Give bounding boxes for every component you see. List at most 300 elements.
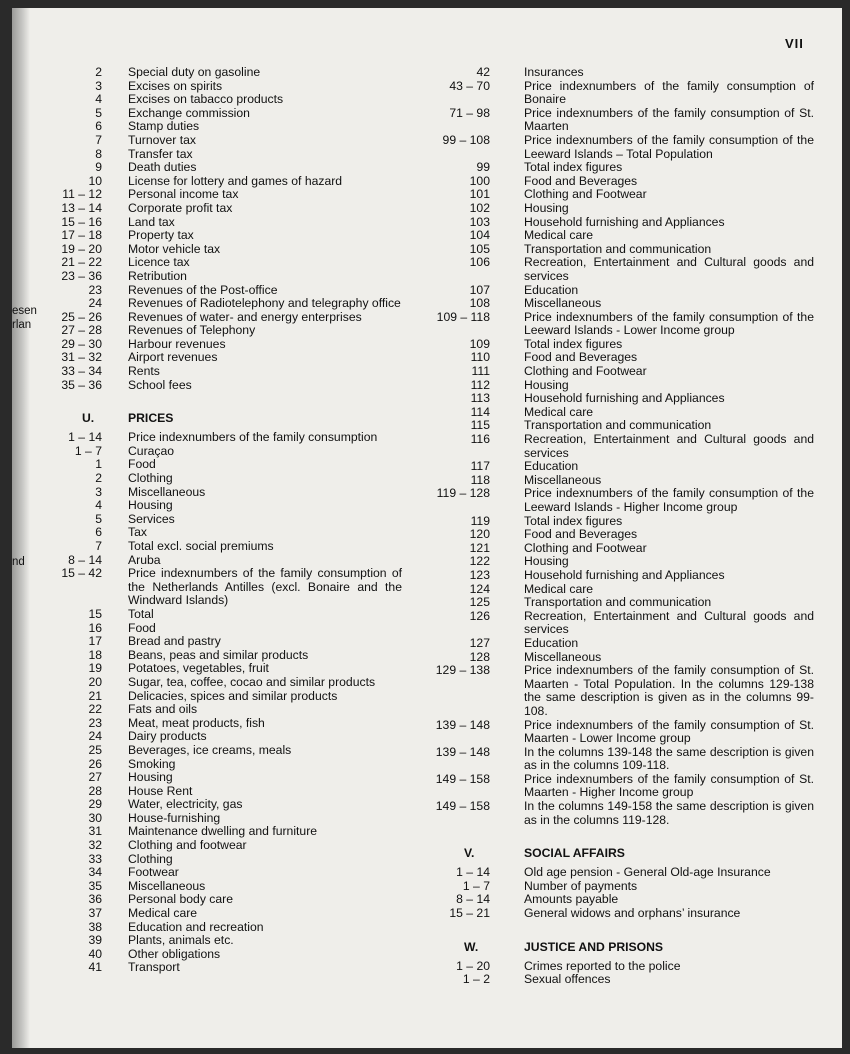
item-description: Food and Beverages bbox=[524, 350, 638, 365]
list-item bbox=[404, 311, 814, 338]
item-description: In the columns 149-158 the same description is given as in the columns 119-128. bbox=[524, 799, 814, 827]
item-description: Price indexnumbers of the family consumption of St. Maarten - Higher Income group bbox=[524, 771, 814, 800]
item-description: Footwear bbox=[128, 865, 179, 880]
item-number: 31 bbox=[88, 824, 102, 839]
list-item bbox=[32, 934, 402, 948]
page-binding-shadow bbox=[12, 8, 30, 1048]
item-description: Transport bbox=[128, 960, 180, 975]
item-description: Revenues of Radiotelephony and telegraphy office bbox=[128, 296, 401, 311]
list-item bbox=[404, 800, 814, 827]
section-u-heading bbox=[32, 411, 402, 425]
item-description: Sexual offences bbox=[524, 972, 611, 987]
item-number: 27 bbox=[88, 770, 102, 785]
item-description: In the columns 139-148 the same description is given as in the columns 109-118. bbox=[524, 744, 814, 773]
item-description: Stamp duties bbox=[128, 119, 200, 134]
item-description: Clothing bbox=[128, 851, 173, 866]
list-item bbox=[32, 798, 402, 812]
item-number: 35 – 36 bbox=[61, 377, 102, 392]
item-description: Water, electricity, gas bbox=[128, 797, 243, 812]
list-item bbox=[32, 351, 402, 365]
item-number: 105 bbox=[469, 241, 490, 256]
item-number: 5 bbox=[95, 105, 102, 120]
list-item bbox=[404, 528, 814, 542]
item-description: Recreation, Entertainment and Cultural goods and services bbox=[524, 255, 814, 283]
list-item bbox=[32, 554, 402, 568]
item-number: 24 bbox=[88, 729, 102, 744]
item-number: 6 bbox=[95, 119, 102, 134]
list-item bbox=[32, 540, 402, 554]
list-item bbox=[404, 487, 814, 514]
list-item bbox=[32, 690, 402, 704]
item-number: 127 bbox=[469, 635, 490, 650]
list-item bbox=[32, 431, 402, 445]
right-column bbox=[404, 66, 814, 987]
item-number: 17 bbox=[88, 634, 102, 649]
list-item bbox=[404, 216, 814, 230]
edge-fragment: rlan bbox=[12, 319, 32, 331]
item-number: 139 – 148 bbox=[435, 744, 490, 759]
item-description: Clothing and footwear bbox=[128, 838, 247, 853]
item-number: 15 bbox=[88, 606, 102, 621]
item-number: 21 – 22 bbox=[61, 255, 102, 270]
item-number: 33 – 34 bbox=[61, 364, 102, 379]
item-description: Clothing and Footwear bbox=[524, 364, 647, 379]
list-item bbox=[404, 637, 814, 651]
item-number: 1 – 14 bbox=[68, 430, 102, 445]
item-description: Transportation and communication bbox=[524, 595, 712, 610]
list-item bbox=[32, 148, 402, 162]
item-description: Plants, animals etc. bbox=[128, 933, 234, 948]
item-description: Revenues of the Post-office bbox=[128, 282, 278, 297]
item-number: 118 bbox=[470, 472, 490, 487]
list-item bbox=[404, 175, 814, 189]
item-description: Transfer tax bbox=[128, 146, 193, 161]
item-description: General widows and orphans’ insurance bbox=[524, 906, 741, 921]
item-description: Price indexnumbers of the family consumption of St. Maarten bbox=[524, 105, 814, 134]
item-number: 115 bbox=[470, 418, 490, 433]
item-number: 34 bbox=[88, 865, 102, 880]
item-description: Total index figures bbox=[524, 513, 623, 528]
item-description: Personal income tax bbox=[128, 187, 239, 202]
section-v-heading bbox=[404, 846, 814, 860]
item-description: Household furnishing and Appliances bbox=[524, 391, 725, 406]
list-item bbox=[404, 719, 814, 746]
list-item bbox=[32, 284, 402, 298]
item-description: Household furnishing and Appliances bbox=[524, 214, 725, 229]
list-item bbox=[32, 338, 402, 352]
item-description: Death duties bbox=[128, 160, 197, 175]
item-description: Education bbox=[524, 282, 579, 297]
list-item bbox=[32, 379, 402, 393]
item-description: Recreation, Entertainment and Cultural goods and services bbox=[524, 432, 814, 460]
item-description: Beans, peas and similar products bbox=[128, 647, 309, 662]
item-number: 21 bbox=[88, 688, 102, 703]
list-item bbox=[404, 866, 814, 880]
list-item bbox=[32, 486, 402, 500]
item-description: Rents bbox=[128, 364, 160, 379]
item-number: 15 – 21 bbox=[449, 906, 490, 921]
item-description: Old age pension - General Old-age Insurance bbox=[524, 865, 771, 880]
list-item bbox=[32, 526, 402, 540]
list-item bbox=[404, 610, 814, 637]
item-number: 33 bbox=[88, 851, 102, 866]
item-number: 40 bbox=[88, 946, 102, 961]
item-number: 1 – 7 bbox=[462, 878, 490, 893]
list-item bbox=[404, 664, 814, 718]
section-title: SOCIAL AFFAIRS bbox=[524, 846, 625, 861]
item-number: 20 bbox=[88, 674, 102, 689]
item-description: Housing bbox=[524, 554, 569, 569]
list-item bbox=[404, 351, 814, 365]
list-item bbox=[32, 567, 402, 608]
prices-list-continued bbox=[404, 66, 814, 827]
list-item bbox=[404, 907, 814, 921]
item-description: Total index figures bbox=[524, 160, 623, 175]
item-number: 10 bbox=[88, 173, 102, 188]
list-item bbox=[32, 216, 402, 230]
item-description: Transportation and communication bbox=[524, 418, 712, 433]
item-description: Medical care bbox=[524, 404, 594, 419]
item-description: Fats and oils bbox=[128, 702, 198, 717]
list-item bbox=[32, 771, 402, 785]
item-description: Curaçao bbox=[128, 443, 175, 458]
list-item bbox=[32, 202, 402, 216]
item-description: Beverages, ice creams, meals bbox=[128, 742, 292, 757]
item-description: Medical care bbox=[128, 906, 198, 921]
list-item bbox=[404, 651, 814, 665]
item-description: Total index figures bbox=[524, 336, 623, 351]
item-description: Total excl. social premiums bbox=[128, 539, 274, 553]
item-description: Other obligations bbox=[128, 946, 221, 961]
item-description: Excises on spirits bbox=[128, 78, 223, 93]
item-number: 4 bbox=[95, 498, 102, 513]
item-description: Turnover tax bbox=[128, 132, 196, 147]
list-item bbox=[32, 188, 402, 202]
item-description: Maintenance dwelling and furniture bbox=[128, 824, 318, 839]
item-description: Miscellaneous bbox=[128, 878, 206, 893]
item-description: Excises on tabacco products bbox=[128, 92, 284, 107]
item-description: Price indexnumbers of the family consumption of the Netherlands Antilles (excl. Bonaire and the Windward Islands) bbox=[128, 566, 402, 608]
item-description: Delicacies, spices and similar products bbox=[128, 688, 338, 703]
item-number: 128 bbox=[469, 649, 490, 664]
list-item bbox=[404, 365, 814, 379]
item-number: 1 – 7 bbox=[74, 443, 102, 458]
item-number: 42 bbox=[476, 65, 490, 79]
list-item bbox=[32, 635, 402, 649]
item-number: 3 bbox=[95, 484, 102, 499]
item-number: 139 – 148 bbox=[435, 717, 490, 732]
list-item bbox=[32, 270, 402, 284]
item-number: 104 bbox=[469, 228, 490, 243]
item-description: Medical care bbox=[524, 228, 594, 243]
list-item bbox=[404, 338, 814, 352]
list-item bbox=[404, 297, 814, 311]
item-number: 2 bbox=[95, 65, 102, 79]
list-item bbox=[32, 66, 402, 80]
section-letter: V. bbox=[464, 846, 475, 861]
item-number: 1 – 14 bbox=[456, 865, 490, 880]
list-item bbox=[404, 460, 814, 474]
section-w-heading bbox=[404, 940, 814, 954]
item-description: Aruba bbox=[128, 552, 161, 567]
item-description: Exchange commission bbox=[128, 105, 250, 120]
item-number: 1 – 20 bbox=[456, 958, 490, 973]
section-title: PRICES bbox=[128, 411, 174, 426]
list-item bbox=[404, 880, 814, 894]
list-item bbox=[32, 161, 402, 175]
item-number: 19 bbox=[88, 661, 102, 676]
item-description: Harbour revenues bbox=[128, 336, 226, 351]
item-description: Household furnishing and Appliances bbox=[524, 567, 725, 582]
list-item bbox=[32, 445, 402, 459]
page-number: VII bbox=[785, 36, 804, 51]
item-number: 103 bbox=[469, 214, 490, 229]
item-number: 19 – 20 bbox=[61, 241, 102, 256]
item-number: 9 bbox=[95, 160, 102, 175]
item-number: 101 bbox=[469, 187, 490, 202]
item-description: Smoking bbox=[128, 756, 176, 771]
item-number: 25 bbox=[88, 742, 102, 757]
item-description: Licence tax bbox=[128, 255, 190, 270]
list-item bbox=[404, 134, 814, 161]
list-item bbox=[404, 66, 814, 80]
item-description: Food bbox=[128, 620, 156, 635]
section-letter: W. bbox=[464, 939, 479, 954]
list-item bbox=[404, 474, 814, 488]
item-description: Number of payments bbox=[524, 878, 638, 893]
item-number: 24 bbox=[88, 296, 102, 311]
item-number: 43 – 70 bbox=[449, 78, 490, 93]
list-item bbox=[32, 513, 402, 527]
list-item bbox=[32, 744, 402, 758]
item-description: Services bbox=[128, 511, 175, 526]
list-item bbox=[404, 284, 814, 298]
item-number: 107 bbox=[469, 282, 490, 297]
list-item bbox=[404, 188, 814, 202]
item-description: License for lottery and games of hazard bbox=[128, 173, 343, 188]
item-number: 28 bbox=[88, 783, 102, 798]
list-item bbox=[404, 542, 814, 556]
list-item bbox=[32, 93, 402, 107]
item-number: 124 bbox=[469, 581, 490, 596]
item-number: 41 bbox=[88, 960, 102, 975]
item-number: 102 bbox=[469, 200, 490, 215]
item-description: Meat, meat products, fish bbox=[128, 715, 265, 730]
item-description: Personal body care bbox=[128, 892, 234, 907]
list-item bbox=[32, 80, 402, 94]
list-item bbox=[32, 365, 402, 379]
item-number: 149 – 158 bbox=[435, 799, 490, 814]
list-item bbox=[32, 472, 402, 486]
list-item bbox=[32, 229, 402, 243]
item-description: Revenues of water- and energy enterprises bbox=[128, 309, 362, 324]
item-description: Sugar, tea, coffee, cocao and similar products bbox=[128, 674, 376, 689]
item-description: Medical care bbox=[524, 581, 594, 596]
list-item bbox=[32, 961, 402, 975]
list-item bbox=[404, 555, 814, 569]
item-number: 8 – 14 bbox=[68, 552, 102, 567]
item-number: 29 bbox=[88, 797, 102, 812]
document-page bbox=[12, 8, 842, 1048]
list-item bbox=[404, 161, 814, 175]
list-item bbox=[32, 893, 402, 907]
item-description: Price indexnumbers of the family consumption of the Leeward Islands - Lower Income group bbox=[524, 309, 814, 338]
list-item bbox=[404, 392, 814, 406]
item-number: 114 bbox=[470, 404, 490, 419]
item-number: 126 bbox=[469, 608, 490, 623]
list-item bbox=[404, 406, 814, 420]
item-description: School fees bbox=[128, 377, 192, 392]
item-number: 112 bbox=[470, 377, 490, 392]
list-item bbox=[404, 80, 814, 107]
item-description: Amounts payable bbox=[524, 892, 619, 907]
item-description: Education and recreation bbox=[128, 919, 264, 934]
list-item bbox=[32, 853, 402, 867]
section-title: JUSTICE AND PRISONS bbox=[524, 939, 664, 954]
item-number: 100 bbox=[469, 173, 490, 188]
list-item bbox=[404, 107, 814, 134]
justice-list bbox=[404, 960, 814, 987]
item-number: 2 bbox=[95, 471, 102, 486]
list-item bbox=[32, 458, 402, 472]
item-description: Price indexnumbers of the family consumption of St. Maarten - Lower Income group bbox=[524, 717, 814, 746]
list-item bbox=[32, 662, 402, 676]
item-number: 8 – 14 bbox=[456, 892, 490, 907]
item-description: Motor vehicle tax bbox=[128, 241, 221, 256]
item-number: 120 bbox=[469, 527, 490, 542]
item-number: 111 bbox=[471, 364, 490, 379]
item-description: Clothing bbox=[128, 471, 173, 486]
list-item bbox=[404, 419, 814, 433]
item-description: Miscellaneous bbox=[128, 484, 206, 499]
item-number: 5 bbox=[95, 511, 102, 526]
item-number: 113 bbox=[470, 391, 490, 406]
item-number: 119 bbox=[470, 513, 490, 528]
list-item bbox=[32, 256, 402, 270]
item-number: 110 bbox=[470, 350, 490, 365]
item-description: Crimes reported to the police bbox=[524, 958, 681, 973]
item-number: 7 bbox=[95, 132, 102, 147]
list-item bbox=[32, 311, 402, 325]
list-item bbox=[32, 703, 402, 717]
list-item bbox=[404, 746, 814, 773]
list-item bbox=[32, 324, 402, 338]
list-item bbox=[404, 229, 814, 243]
item-description: House Rent bbox=[128, 783, 193, 798]
item-number: 37 bbox=[88, 906, 102, 921]
item-number: 116 bbox=[470, 432, 490, 447]
list-item bbox=[32, 948, 402, 962]
item-number: 39 bbox=[88, 933, 102, 948]
item-description: Recreation, Entertainment and Cultural goods and services bbox=[524, 608, 814, 637]
item-description: Price indexnumbers of the family consumption of the Leeward Islands - Higher Income group bbox=[524, 486, 814, 514]
list-item bbox=[32, 297, 402, 311]
item-description: Price indexnumbers of the family consumption of the Leeward Islands – Total Population bbox=[524, 132, 814, 161]
item-description: Price indexnumbers of the family consumption of St. Maarten - Total Population. In the columns 129-138 the same description is given as in the columns 99-108. bbox=[524, 663, 814, 718]
list-item bbox=[32, 866, 402, 880]
list-item bbox=[404, 773, 814, 800]
list-item bbox=[32, 825, 402, 839]
item-number: 123 bbox=[469, 567, 490, 582]
list-item bbox=[32, 134, 402, 148]
item-description: Tax bbox=[128, 525, 147, 540]
item-number: 35 bbox=[88, 878, 102, 893]
item-number: 22 bbox=[88, 702, 102, 717]
list-item bbox=[32, 717, 402, 731]
item-number: 3 bbox=[95, 78, 102, 93]
list-item bbox=[32, 120, 402, 134]
item-number: 7 bbox=[95, 539, 102, 553]
item-description: Dairy products bbox=[128, 729, 207, 744]
list-item bbox=[32, 175, 402, 189]
item-description: Food and Beverages bbox=[524, 173, 638, 188]
item-number: 23 bbox=[88, 715, 102, 730]
item-description: Housing bbox=[524, 377, 569, 392]
item-description: Clothing and Footwear bbox=[524, 540, 647, 555]
item-description: Miscellaneous bbox=[524, 649, 602, 664]
item-number: 29 – 30 bbox=[61, 336, 102, 351]
item-description: Total bbox=[128, 606, 154, 621]
item-number: 117 bbox=[470, 459, 490, 474]
item-description: Corporate profit tax bbox=[128, 200, 233, 215]
item-number: 6 bbox=[95, 525, 102, 540]
item-number: 119 – 128 bbox=[436, 486, 490, 501]
item-description: Potatoes, vegetables, fruit bbox=[128, 661, 269, 676]
list-item bbox=[404, 202, 814, 216]
list-item bbox=[404, 893, 814, 907]
item-number: 36 bbox=[88, 892, 102, 907]
item-number: 31 – 32 bbox=[61, 350, 102, 365]
list-item bbox=[32, 608, 402, 622]
left-column bbox=[32, 66, 402, 975]
item-description: Retribution bbox=[128, 268, 187, 283]
list-item bbox=[32, 649, 402, 663]
list-item bbox=[32, 499, 402, 513]
item-number: 99 – 108 bbox=[442, 132, 490, 147]
edge-fragment: esen bbox=[12, 305, 37, 317]
item-number: 121 bbox=[469, 540, 490, 555]
item-number: 109 – 118 bbox=[436, 309, 490, 324]
social-affairs-list bbox=[404, 866, 814, 920]
item-number: 23 bbox=[88, 282, 102, 297]
edge-fragment: nd bbox=[12, 556, 25, 568]
item-number: 17 – 18 bbox=[61, 228, 102, 243]
item-number: 18 bbox=[88, 647, 102, 662]
item-description: Housing bbox=[128, 770, 173, 785]
item-number: 11 – 12 bbox=[62, 187, 102, 202]
list-item bbox=[32, 622, 402, 636]
item-description: Clothing and Footwear bbox=[524, 187, 647, 202]
item-description: Airport revenues bbox=[128, 350, 218, 365]
list-item bbox=[32, 676, 402, 690]
item-number: 25 – 26 bbox=[61, 309, 102, 324]
list-item bbox=[32, 880, 402, 894]
item-description: Price indexnumbers of the family consumption bbox=[128, 430, 378, 445]
item-number: 108 bbox=[469, 296, 490, 311]
item-number: 1 bbox=[95, 457, 102, 472]
item-description: Education bbox=[524, 459, 579, 474]
item-description: Bread and pastry bbox=[128, 634, 221, 649]
item-number: 4 bbox=[95, 92, 102, 107]
item-description: Food bbox=[128, 457, 156, 472]
item-number: 32 bbox=[88, 838, 102, 853]
list-item bbox=[404, 960, 814, 974]
item-number: 71 – 98 bbox=[449, 105, 490, 120]
item-number: 16 bbox=[88, 620, 102, 635]
item-number: 27 – 28 bbox=[61, 323, 102, 338]
list-item bbox=[404, 243, 814, 257]
item-description: Price indexnumbers of the family consumption of Bonaire bbox=[524, 78, 814, 107]
